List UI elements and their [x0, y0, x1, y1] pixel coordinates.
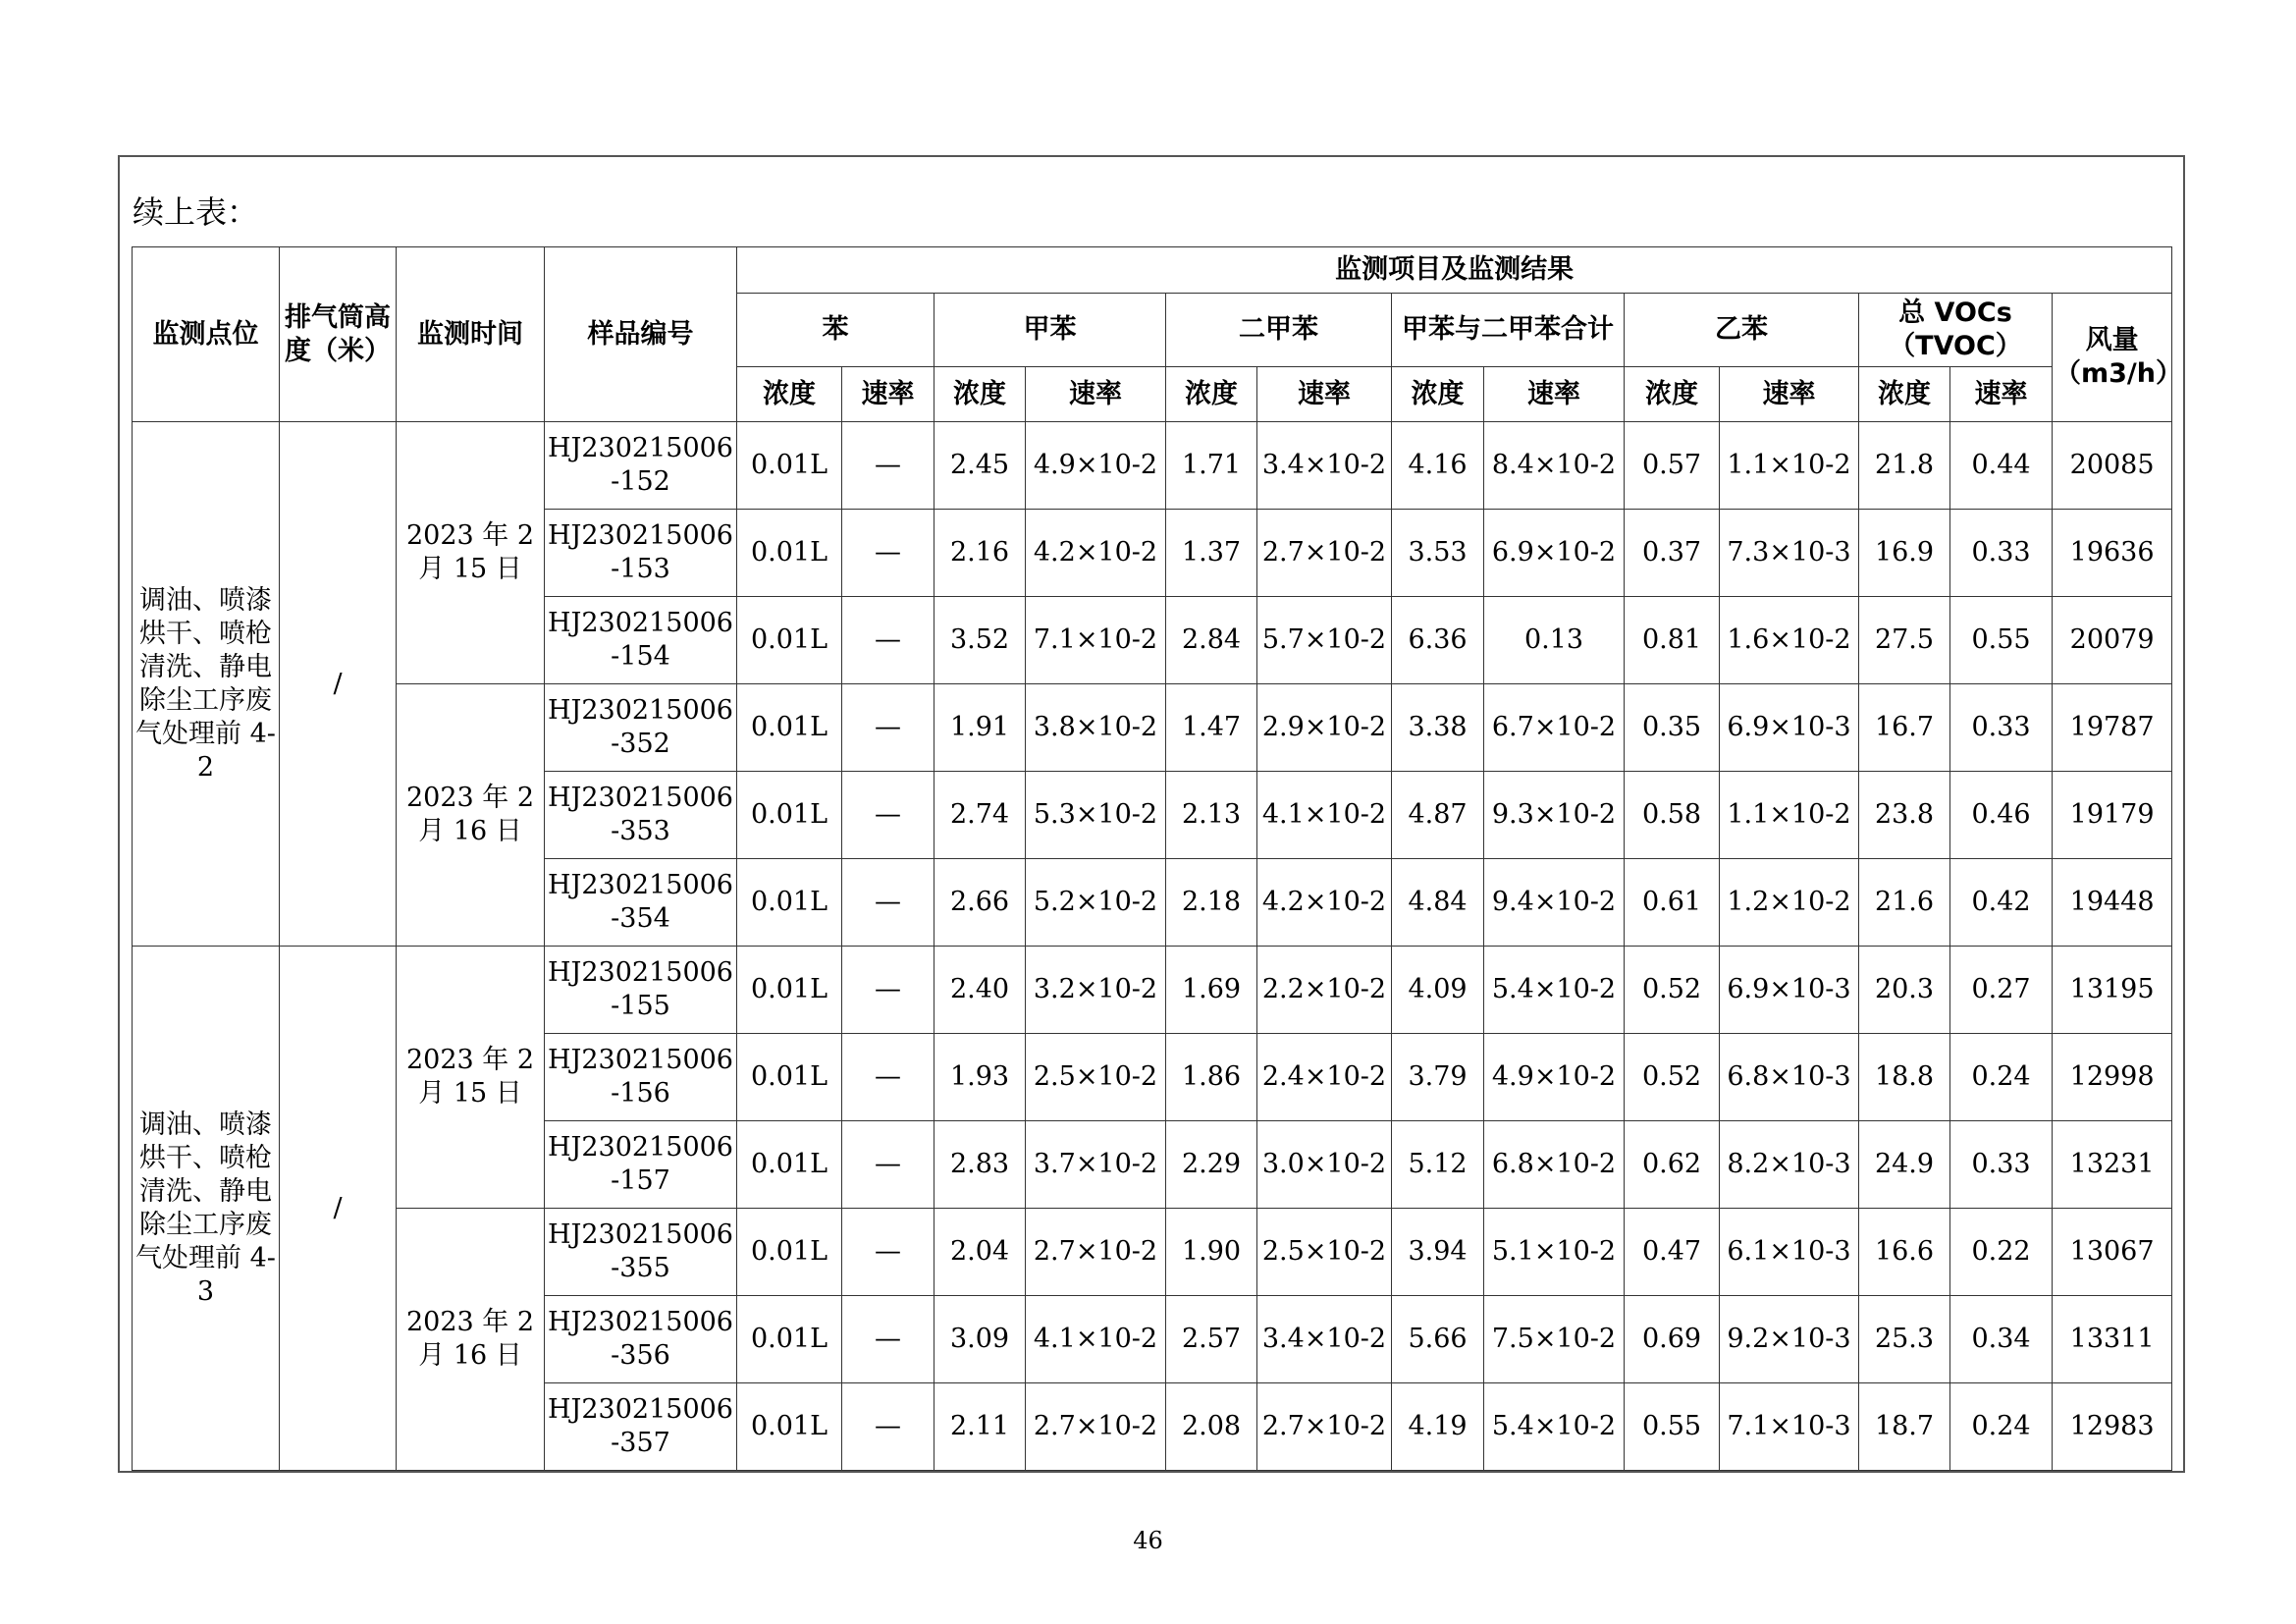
cell-value: 20079 — [2053, 597, 2172, 684]
cell-value: 4.1×10-2 — [1026, 1296, 1166, 1383]
cell-date: 2023 年 2 月 16 日 — [397, 1209, 545, 1471]
cell-value: 13067 — [2053, 1209, 2172, 1296]
cell-value: 2.40 — [934, 947, 1026, 1034]
cell-value: 6.7×10-2 — [1484, 684, 1625, 772]
cell-value: 0.01L — [737, 1121, 842, 1209]
cell-sample-id: HJ230215006 -152 — [545, 422, 737, 510]
cell-value: 5.66 — [1392, 1296, 1484, 1383]
cell-value: 0.57 — [1625, 422, 1720, 510]
cell-value: 20.3 — [1859, 947, 1950, 1034]
cell-value: 0.62 — [1625, 1121, 1720, 1209]
cell-value: 0.37 — [1625, 510, 1720, 597]
cell-value: 27.5 — [1859, 597, 1950, 684]
cell-value: 9.4×10-2 — [1484, 859, 1625, 947]
cell-value: 0.01L — [737, 1383, 842, 1471]
monitoring-table — [132, 246, 2183, 1471]
header-time: 监测时间 — [397, 247, 545, 422]
cell-value: 1.1×10-2 — [1720, 422, 1859, 510]
cell-value: 0.61 — [1625, 859, 1720, 947]
header-conc: 浓度 — [1166, 367, 1257, 422]
cell-value: 5.12 — [1392, 1121, 1484, 1209]
cell-value: 3.7×10-2 — [1026, 1121, 1166, 1209]
header-point: 监测点位 — [133, 247, 280, 422]
cell-value: 2.08 — [1166, 1383, 1257, 1471]
cell-value: 3.38 — [1392, 684, 1484, 772]
cell-value: 3.2×10-2 — [1026, 947, 1166, 1034]
cell-value: 2.29 — [1166, 1121, 1257, 1209]
cell-value: 6.8×10-3 — [1720, 1034, 1859, 1121]
cell-value: 2.66 — [934, 859, 1026, 947]
cell-value: 1.37 — [1166, 510, 1257, 597]
cell-value: 0.01L — [737, 772, 842, 859]
cell-value: 3.79 — [1392, 1034, 1484, 1121]
cell-value: 18.8 — [1859, 1034, 1950, 1121]
cell-value: 3.8×10-2 — [1026, 684, 1166, 772]
cell-sample-id: HJ230215006 -357 — [545, 1383, 737, 1471]
cell-value: 5.1×10-2 — [1484, 1209, 1625, 1296]
cell-value: 0.01L — [737, 1034, 842, 1121]
cell-value: 0.22 — [1950, 1209, 2053, 1296]
cell-value: 0.01L — [737, 947, 842, 1034]
cell-value: 2.5×10-2 — [1257, 1209, 1392, 1296]
cell-sample-id: HJ230215006 -353 — [545, 772, 737, 859]
cell-value: 9.3×10-2 — [1484, 772, 1625, 859]
cell-value: 16.6 — [1859, 1209, 1950, 1296]
cell-value: 4.87 — [1392, 772, 1484, 859]
page-number: 46 — [1133, 1527, 1163, 1554]
cell-value: — — [842, 510, 934, 597]
cell-value: 0.01L — [737, 1296, 842, 1383]
cell-monitoring-point: 调油、喷漆烘干、喷枪清洗、静电除尘工序废气处理前 4-2 — [133, 422, 280, 947]
cell-value: 0.47 — [1625, 1209, 1720, 1296]
cell-value: 4.84 — [1392, 859, 1484, 947]
cell-value: 2.45 — [934, 422, 1026, 510]
cell-value: 2.83 — [934, 1121, 1026, 1209]
cell-value: 7.5×10-2 — [1484, 1296, 1625, 1383]
header-conc: 浓度 — [737, 367, 842, 422]
header-rate: 速率 — [1484, 367, 1625, 422]
cell-sample-id: HJ230215006 -157 — [545, 1121, 737, 1209]
cell-date: 2023 年 2 月 15 日 — [397, 947, 545, 1209]
cell-value: 6.9×10-3 — [1720, 947, 1859, 1034]
cell-value: 21.8 — [1859, 422, 1950, 510]
cell-value: 1.2×10-2 — [1720, 859, 1859, 947]
cell-sample-id: HJ230215006 -154 — [545, 597, 737, 684]
cell-value: 2.7×10-2 — [1026, 1383, 1166, 1471]
header-item-4: 乙苯 — [1625, 294, 1859, 367]
cell-value: 24.9 — [1859, 1121, 1950, 1209]
cell-value: 6.8×10-2 — [1484, 1121, 1625, 1209]
cell-sample-id: HJ230215006 -356 — [545, 1296, 737, 1383]
header-item-0: 苯 — [737, 294, 934, 367]
cell-value: — — [842, 1296, 934, 1383]
header-conc: 浓度 — [1392, 367, 1484, 422]
table-row — [133, 684, 2172, 772]
header-group: 监测项目及监测结果 — [737, 247, 2172, 294]
cell-value: — — [842, 947, 934, 1034]
cell-value: 6.1×10-3 — [1720, 1209, 1859, 1296]
cell-value: 8.4×10-2 — [1484, 422, 1625, 510]
cell-value: 0.69 — [1625, 1296, 1720, 1383]
cell-monitoring-point: 调油、喷漆烘干、喷枪清洗、静电除尘工序废气处理前 4-3 — [133, 947, 280, 1471]
table-row — [133, 1209, 2172, 1296]
cell-value: — — [842, 1121, 934, 1209]
cell-value: 2.7×10-2 — [1257, 1383, 1392, 1471]
header-item-1: 甲苯 — [934, 294, 1166, 367]
header-rate: 速率 — [1720, 367, 1859, 422]
cell-value: 19787 — [2053, 684, 2172, 772]
cell-value: 5.3×10-2 — [1026, 772, 1166, 859]
cell-stack-height: / — [280, 422, 397, 947]
cell-value: 0.52 — [1625, 1034, 1720, 1121]
cell-value: 5.7×10-2 — [1257, 597, 1392, 684]
cell-value: 18.7 — [1859, 1383, 1950, 1471]
cell-value: 19636 — [2053, 510, 2172, 597]
cell-value: 1.90 — [1166, 1209, 1257, 1296]
cell-value: 2.4×10-2 — [1257, 1034, 1392, 1121]
cell-value: — — [842, 772, 934, 859]
cell-value: — — [842, 684, 934, 772]
cell-value: 0.34 — [1950, 1296, 2053, 1383]
cell-value: 16.9 — [1859, 510, 1950, 597]
header-rate: 速率 — [1950, 367, 2053, 422]
cell-value: — — [842, 859, 934, 947]
header-airflow: 风量（m3/h） — [2053, 294, 2172, 422]
cell-value: 0.01L — [737, 422, 842, 510]
cell-value: 13195 — [2053, 947, 2172, 1034]
cell-value: 1.93 — [934, 1034, 1026, 1121]
cell-value: 19179 — [2053, 772, 2172, 859]
cell-value: 5.2×10-2 — [1026, 859, 1166, 947]
cell-value: 25.3 — [1859, 1296, 1950, 1383]
header-item-5: 总 VOCs（TVOC） — [1859, 294, 2053, 367]
cell-value: 0.13 — [1484, 597, 1625, 684]
header-conc: 浓度 — [934, 367, 1026, 422]
cell-value: — — [842, 422, 934, 510]
header-rate: 速率 — [1026, 367, 1166, 422]
cell-value: 6.9×10-3 — [1720, 684, 1859, 772]
cell-value: 0.01L — [737, 597, 842, 684]
cell-value: 0.55 — [1950, 597, 2053, 684]
cell-value: 2.04 — [934, 1209, 1026, 1296]
cell-value: 3.52 — [934, 597, 1026, 684]
cell-value: 12998 — [2053, 1034, 2172, 1121]
header-height: 排气筒高度（米） — [280, 247, 397, 422]
cell-sample-id: HJ230215006 -156 — [545, 1034, 737, 1121]
cell-value: 5.4×10-2 — [1484, 947, 1625, 1034]
cell-value: 4.9×10-2 — [1026, 422, 1166, 510]
cell-sample-id: HJ230215006 -355 — [545, 1209, 737, 1296]
header-conc: 浓度 — [1625, 367, 1720, 422]
header-item-2: 二甲苯 — [1166, 294, 1392, 367]
cell-value: 0.01L — [737, 1209, 842, 1296]
cell-value: 19448 — [2053, 859, 2172, 947]
cell-value: 6.36 — [1392, 597, 1484, 684]
cell-value: 1.69 — [1166, 947, 1257, 1034]
cell-value: 3.94 — [1392, 1209, 1484, 1296]
cell-value: 1.91 — [934, 684, 1026, 772]
cell-value: 0.01L — [737, 859, 842, 947]
header-item-3: 甲苯与二甲苯合计 — [1392, 294, 1625, 367]
cell-value: 2.5×10-2 — [1026, 1034, 1166, 1121]
cell-value: 6.9×10-2 — [1484, 510, 1625, 597]
cell-value: 7.1×10-2 — [1026, 597, 1166, 684]
cell-value: 4.09 — [1392, 947, 1484, 1034]
cell-value: 13231 — [2053, 1121, 2172, 1209]
cell-value: 0.58 — [1625, 772, 1720, 859]
cell-value: 2.9×10-2 — [1257, 684, 1392, 772]
cell-value: 1.71 — [1166, 422, 1257, 510]
cell-sample-id: HJ230215006 -352 — [545, 684, 737, 772]
cell-value: 0.55 — [1625, 1383, 1720, 1471]
cell-value: 0.35 — [1625, 684, 1720, 772]
header-conc: 浓度 — [1859, 367, 1950, 422]
cell-value: 0.01L — [737, 510, 842, 597]
cell-value: 3.53 — [1392, 510, 1484, 597]
cell-value: 3.0×10-2 — [1257, 1121, 1392, 1209]
cell-value: — — [842, 1383, 934, 1471]
cell-value: 2.57 — [1166, 1296, 1257, 1383]
cell-value: 1.1×10-2 — [1720, 772, 1859, 859]
cell-value: 9.2×10-3 — [1720, 1296, 1859, 1383]
cell-value: 3.4×10-2 — [1257, 422, 1392, 510]
cell-value: 2.16 — [934, 510, 1026, 597]
cell-value: 4.9×10-2 — [1484, 1034, 1625, 1121]
cell-value: 1.47 — [1166, 684, 1257, 772]
header-rate: 速率 — [842, 367, 934, 422]
cell-value: 20085 — [2053, 422, 2172, 510]
cell-value: 0.46 — [1950, 772, 2053, 859]
cell-date: 2023 年 2 月 16 日 — [397, 684, 545, 947]
cell-value: 13311 — [2053, 1296, 2172, 1383]
cell-value: 16.7 — [1859, 684, 1950, 772]
cell-value: 0.01L — [737, 684, 842, 772]
cell-date: 2023 年 2 月 15 日 — [397, 422, 545, 684]
cell-value: 0.24 — [1950, 1383, 2053, 1471]
cell-value: — — [842, 1209, 934, 1296]
table-row — [133, 422, 2172, 510]
cell-sample-id: HJ230215006 -354 — [545, 859, 737, 947]
cell-value: 4.2×10-2 — [1257, 859, 1392, 947]
cell-stack-height: / — [280, 947, 397, 1471]
cell-value: 0.44 — [1950, 422, 2053, 510]
cell-value: 2.74 — [934, 772, 1026, 859]
cell-value: — — [842, 1034, 934, 1121]
cell-value: 4.16 — [1392, 422, 1484, 510]
cell-value: 4.1×10-2 — [1257, 772, 1392, 859]
table-caption: 续上表： — [133, 193, 259, 231]
table-body — [133, 422, 2172, 1471]
cell-value: 0.33 — [1950, 684, 2053, 772]
cell-value: 2.13 — [1166, 772, 1257, 859]
cell-value: 1.86 — [1166, 1034, 1257, 1121]
cell-value: 7.1×10-3 — [1720, 1383, 1859, 1471]
cell-value: 0.27 — [1950, 947, 2053, 1034]
cell-value: 0.42 — [1950, 859, 2053, 947]
cell-sample-id: HJ230215006 -153 — [545, 510, 737, 597]
cell-value: 0.33 — [1950, 1121, 2053, 1209]
cell-value: 2.84 — [1166, 597, 1257, 684]
cell-value: 4.19 — [1392, 1383, 1484, 1471]
cell-value: 8.2×10-3 — [1720, 1121, 1859, 1209]
cell-value: 4.2×10-2 — [1026, 510, 1166, 597]
cell-value: 0.33 — [1950, 510, 2053, 597]
cell-value: 7.3×10-3 — [1720, 510, 1859, 597]
cell-value: 3.09 — [934, 1296, 1026, 1383]
cell-value: 0.52 — [1625, 947, 1720, 1034]
cell-value: 21.6 — [1859, 859, 1950, 947]
cell-value: 1.6×10-2 — [1720, 597, 1859, 684]
cell-value: 0.81 — [1625, 597, 1720, 684]
table-row — [133, 947, 2172, 1034]
cell-value: 2.11 — [934, 1383, 1026, 1471]
cell-value: 2.2×10-2 — [1257, 947, 1392, 1034]
cell-value: 2.18 — [1166, 859, 1257, 947]
header-rate: 速率 — [1257, 367, 1392, 422]
cell-sample-id: HJ230215006 -155 — [545, 947, 737, 1034]
cell-value: — — [842, 597, 934, 684]
header-sample: 样品编号 — [545, 247, 737, 422]
cell-value: 12983 — [2053, 1383, 2172, 1471]
cell-value: 2.7×10-2 — [1026, 1209, 1166, 1296]
cell-value: 5.4×10-2 — [1484, 1383, 1625, 1471]
cell-value: 2.7×10-2 — [1257, 510, 1392, 597]
cell-value: 0.24 — [1950, 1034, 2053, 1121]
cell-value: 3.4×10-2 — [1257, 1296, 1392, 1383]
cell-value: 23.8 — [1859, 772, 1950, 859]
